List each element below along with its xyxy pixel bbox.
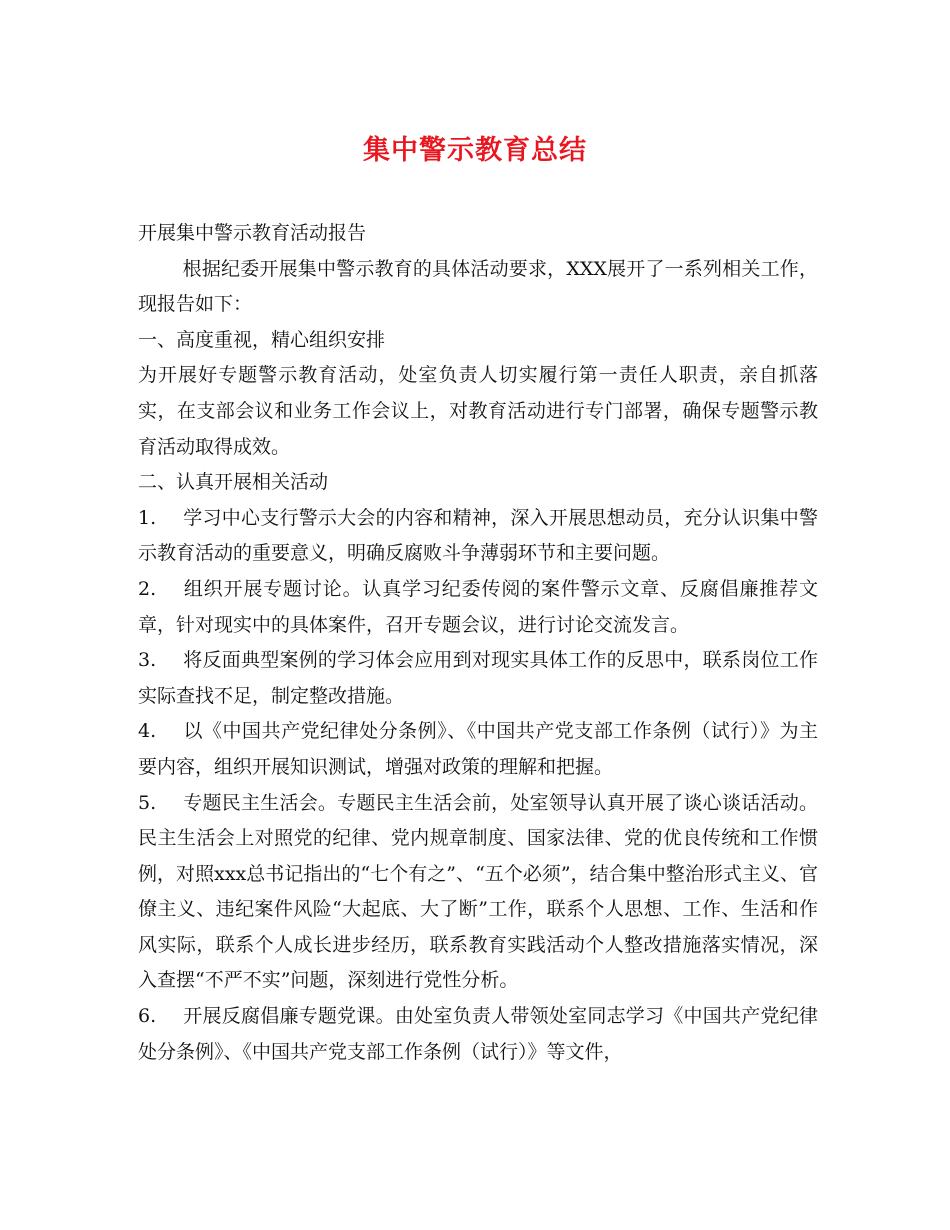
list-item	[138, 501, 818, 572]
list-item-number: 1.	[138, 506, 157, 529]
intro-paragraph: 根据纪委开展集中警示教育的具体活动要求，XXX展开了一系列相关工作，现报告如下：	[138, 257, 818, 316]
list-item	[138, 572, 818, 643]
document-body	[138, 216, 818, 1070]
list-item-number: 2.	[138, 577, 157, 600]
section-1-heading: 一、高度重视，精心组织安排	[138, 328, 386, 351]
document-title: 集中警示教育总结	[363, 135, 587, 166]
list-item-text: 组织开展专题讨论。认真学习纪委传阅的案件警示文章、反腐倡廉推荐文章，针对现实中的具体案件，召开专题会议，进行讨论交流发言。	[138, 577, 818, 636]
list-item-number: 5.	[138, 791, 157, 814]
list-item-text: 将反面典型案例的学习体会应用到对现实具体工作的反思中，联系岗位工作实际查找不足，制定整改措施。	[138, 649, 818, 707]
document-subtitle: 开展集中警示教育活动报告	[138, 222, 367, 244]
list-item-text: 学习中心支行警示大会的内容和精神，深入开展思想动员，充分认识集中警示教育活动的重要意义，明确反腐败斗争薄弱环节和主要问题。	[138, 506, 818, 565]
section-2-heading: 二、认真开展相关活动	[138, 471, 329, 494]
list-item	[138, 786, 818, 1000]
list-item-text: 以《中国共产党纪律处分条例》、《中国共产党支部工作条例（试行）》为主要内容，组织开展知识测试，增强对政策的理解和把握。	[138, 720, 818, 778]
list-item-number: 4.	[138, 720, 157, 743]
list-item-text: 专题民主生活会。专题民主生活会前，处室领导认真开展了谈心谈话活动。民主生活会上对照党的纪律、党内规章制度、国家法律、党的优良传统和工作惯例，对照xxx总书记指出的“七个有之”、“五个必须”，结合集中整治形式主义、官僚主义、违纪案件风险“大起底、大了断”工作，联系个人思想、工作、生活和作风实际，联系个人成长进步经历，联系教育实践活动个人整改措施落实情况，深入查摆“不严不实”问题，深刻进行党性分析。	[138, 791, 818, 992]
section-1-paragraph: 为开展好专题警示教育活动，处室负责人切实履行第一责任人职责，亲自抓落实，在支部会议和业务工作会议上，对教育活动进行专门部署，确保专题警示教育活动取得成效。	[138, 364, 818, 458]
list-item	[138, 999, 818, 1070]
list-item-text: 开展反腐倡廉专题党课。由处室负责人带领处室同志学习《中国共产党纪律处分条例》、《中国共产党支部工作条例（试行）》等文件，	[138, 1005, 818, 1063]
list-item-number: 3.	[138, 649, 157, 672]
list-item-number: 6.	[138, 1005, 157, 1028]
list-item	[138, 714, 818, 785]
list-item	[138, 643, 818, 714]
